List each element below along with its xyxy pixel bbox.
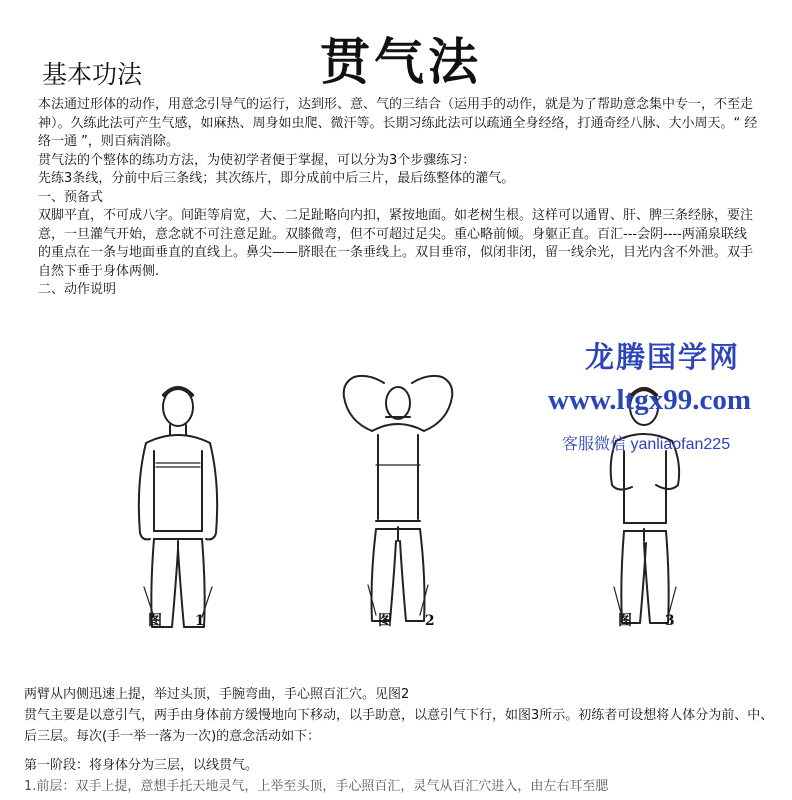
paragraph-steps: 先练3条线，分前中后三条线；其次练片，即分成前中后三片，最后练整体的灌气。: [38, 171, 515, 186]
lower-paragraph-1: 两臂从内侧迅速上提，举过头顶，手腕弯曲，手心照百汇穴。见图2: [24, 687, 410, 702]
body-text: [38, 96, 758, 300]
watermark-url: www.ltgx99.com: [548, 384, 751, 416]
paragraph-method: 贯气法的个整体的练功方法，为使初学者便于掌握，可以分为3个步骤练习：: [38, 152, 476, 168]
subheading-movement: 二、动作说明: [38, 282, 117, 297]
figure-1-caption: 图 1: [148, 613, 219, 629]
lower-paragraph-4: 1.前层：双手上提，意想手托天地灵气，上举至头顶，手心照百汇，灵气从百汇穴进入，由左右耳至腮: [24, 779, 609, 794]
paragraph-preparation: 双脚平直，不可成八字。间距等肩宽，大、二足趾略向内扣，紧按地面。如老树生根。这样可以通胃、肝、脾三条经脉，要注意，一旦灌气开始，意念就不可注意足趾。双膝微弯，但不可超过足尖。重心略前倾。身躯正直。百汇---会阴----两涌泉联线的重点在一条与地面垂直的直线上。鼻尖——脐眼在一条垂线上。双目垂帘，似闭非闭，留一线余光，目光内含不外泄。双手自然下垂于身体两侧.: [38, 208, 754, 279]
figure-1-drawing: [139, 388, 217, 627]
lower-text: [24, 684, 784, 797]
figure-2-drawing: [344, 376, 453, 621]
lower-paragraph-3: 第一阶段：将身体分为三层，以线贯气。: [24, 758, 259, 773]
page-title: 贯气法: [320, 32, 482, 91]
watermark-contact: 客服微信 yanliaofan225: [562, 436, 731, 453]
figure-3-drawing: [611, 389, 679, 623]
section-heading: 基本功法: [42, 60, 143, 89]
paragraph-intro: 本法通过形体的动作，用意念引导气的运行，达到形、意、气的三结合（运用手的动作，就是为了帮助意念集中专一，不至走神）。久练此法可产生气感，如麻热、周身如虫爬、微汗等。长期习练此法可以疏通全身经络，打通奇经八脉、大小周天。“ 经络一通 ”，则百病消除。: [38, 97, 758, 149]
watermark-site-name: 龙腾国学网: [585, 342, 741, 374]
subheading-preparation: 一、预备式: [38, 189, 104, 205]
figure-3-caption: 图 3: [618, 613, 689, 629]
lower-paragraph-2: 贯气主要是以意引气，两手由身体前方缓慢地向下移动，以手助意，以意引气下行，如图3所示。初练者可设想将人体分为前、中、后三层。每次(手一举一落为一次)的意念活动如下：: [24, 708, 774, 744]
figure-2-caption: 图 2: [378, 613, 449, 629]
